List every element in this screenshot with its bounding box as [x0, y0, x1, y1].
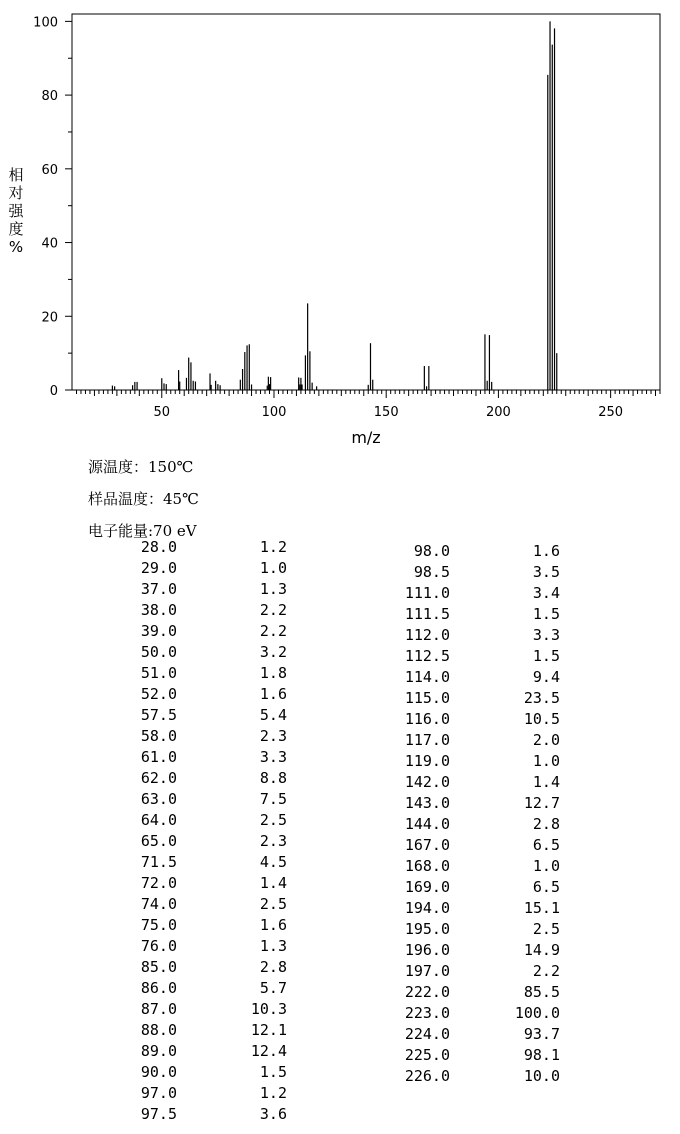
peak-row [112, 852, 287, 873]
peak-abundance: 1.8 [259, 664, 287, 682]
peak-mz: 76.0 [140, 937, 177, 955]
peak-mz: 225.0 [404, 1046, 450, 1064]
peak-mz: 51.0 [140, 664, 177, 682]
peak-mz: 75.0 [140, 916, 177, 934]
peak-mz: 88.0 [140, 1021, 177, 1039]
peak-mz: 142.0 [404, 773, 450, 791]
x-tick-label: 100 [261, 405, 287, 420]
peak-abundance: 12.7 [523, 794, 560, 812]
peak-mz: 197.0 [404, 962, 450, 980]
peak-abundance: 1.4 [532, 773, 560, 791]
peak-abundance: 7.5 [259, 790, 287, 808]
peak-mz: 116.0 [404, 710, 450, 728]
y-tick-label: 100 [33, 15, 58, 31]
peak-mz: 143.0 [404, 794, 450, 812]
peak-abundance: 10.0 [523, 1067, 560, 1085]
peak-abundance: 1.2 [259, 1084, 287, 1102]
peak-row [385, 625, 560, 646]
peak-row [112, 726, 287, 747]
peak-abundance: 1.6 [259, 916, 287, 934]
peak-row [112, 768, 287, 789]
peak-abundance: 1.4 [259, 874, 287, 892]
peak-abundance: 15.1 [523, 899, 560, 917]
peak-abundance: 9.4 [532, 668, 560, 686]
peak-mz: 87.0 [140, 1000, 177, 1018]
peak-row [385, 877, 560, 898]
peak-mz: 224.0 [404, 1025, 450, 1043]
peak-mz: 112.5 [404, 647, 450, 665]
y-axis-title [8, 166, 24, 256]
peak-mz: 86.0 [140, 979, 177, 997]
peak-mz: 57.5 [140, 706, 177, 724]
peak-row [112, 789, 287, 810]
y-axis-title-glyph: 相 [8, 166, 24, 184]
peak-row [385, 919, 560, 940]
peak-mz: 38.0 [140, 601, 177, 619]
peak-row [385, 541, 560, 562]
peak-abundance: 100.0 [514, 1004, 560, 1022]
peak-row [112, 1104, 287, 1125]
y-tick-label: 40 [41, 236, 58, 252]
peak-mz: 223.0 [404, 1004, 450, 1022]
peak-abundance: 6.5 [532, 878, 560, 896]
y-axis-title-glyph: 对 [8, 184, 24, 202]
x-axis-title: m/z [351, 428, 381, 447]
x-axis [76, 390, 660, 420]
peak-mz: 98.5 [413, 563, 450, 581]
peak-abundance: 10.3 [250, 1000, 287, 1018]
x-tick-label: 250 [598, 405, 624, 420]
peak-row [385, 730, 560, 751]
x-tick-label: 50 [153, 405, 171, 420]
peak-row [385, 961, 560, 982]
peak-mz: 89.0 [140, 1042, 177, 1060]
peak-row [385, 814, 560, 835]
peak-mz: 58.0 [140, 727, 177, 745]
peak-abundance: 8.8 [259, 769, 287, 787]
peak-row [112, 558, 287, 579]
peak-row [112, 936, 287, 957]
peak-row [385, 982, 560, 1003]
plot-frame [72, 14, 660, 390]
peak-row [112, 1083, 287, 1104]
peak-mz: 74.0 [140, 895, 177, 913]
peak-abundance: 98.1 [523, 1046, 560, 1064]
peak-abundance: 4.5 [259, 853, 287, 871]
peak-mz: 98.0 [413, 542, 450, 560]
peak-row [112, 1062, 287, 1083]
peak-mz: 90.0 [140, 1063, 177, 1081]
peak-row [385, 1024, 560, 1045]
peak-bars [112, 21, 556, 390]
condition-source-temperature: 源温度：150℃ [88, 458, 194, 476]
peak-row [385, 709, 560, 730]
peak-abundance: 3.2 [259, 643, 287, 661]
peak-table-left [112, 537, 287, 1125]
peak-abundance: 1.5 [259, 1063, 287, 1081]
peak-mz: 117.0 [404, 731, 450, 749]
peak-abundance: 2.2 [532, 962, 560, 980]
peak-mz: 111.0 [404, 584, 450, 602]
peak-abundance: 2.5 [532, 920, 560, 938]
peak-mz: 72.0 [140, 874, 177, 892]
peak-abundance: 1.5 [532, 647, 560, 665]
peak-mz: 50.0 [140, 643, 177, 661]
peak-mz: 119.0 [404, 752, 450, 770]
peak-row [112, 894, 287, 915]
peak-mz: 194.0 [404, 899, 450, 917]
peak-row [112, 705, 287, 726]
peak-mz: 64.0 [140, 811, 177, 829]
condition-electron-energy: 电子能量:70 eV [88, 522, 197, 540]
peak-abundance: 3.3 [259, 748, 287, 766]
peak-abundance: 23.5 [523, 689, 560, 707]
y-axis-title-glyph: 强 [8, 202, 24, 220]
peak-mz: 29.0 [140, 559, 177, 577]
peak-row [112, 663, 287, 684]
peak-mz: 62.0 [140, 769, 177, 787]
peak-abundance: 1.6 [532, 542, 560, 560]
peak-mz: 71.5 [140, 853, 177, 871]
peak-abundance: 3.5 [532, 563, 560, 581]
y-tick-label: 20 [41, 310, 58, 326]
peak-mz: 169.0 [404, 878, 450, 896]
peak-row [112, 873, 287, 894]
peak-row [112, 642, 287, 663]
peak-row [112, 747, 287, 768]
peak-row [112, 579, 287, 600]
peak-row [385, 646, 560, 667]
peak-mz: 112.0 [404, 626, 450, 644]
peak-row [112, 684, 287, 705]
peak-abundance: 2.0 [532, 731, 560, 749]
peak-mz: 196.0 [404, 941, 450, 959]
peak-abundance: 3.6 [259, 1105, 287, 1123]
peak-mz: 61.0 [140, 748, 177, 766]
y-axis [33, 15, 72, 399]
peak-abundance: 12.1 [250, 1021, 287, 1039]
peak-abundance: 5.7 [259, 979, 287, 997]
peak-row [385, 835, 560, 856]
peak-abundance: 6.5 [532, 836, 560, 854]
peak-abundance: 2.5 [259, 895, 287, 913]
peak-abundance: 1.3 [259, 937, 287, 955]
peak-abundance: 14.9 [523, 941, 560, 959]
condition-sample-temperature: 样品温度：45℃ [88, 490, 199, 508]
peak-row [385, 583, 560, 604]
peak-row [385, 1045, 560, 1066]
peak-mz: 222.0 [404, 983, 450, 1001]
peak-abundance: 10.5 [523, 710, 560, 728]
peak-row [385, 940, 560, 961]
peak-abundance: 1.6 [259, 685, 287, 703]
peak-row [385, 772, 560, 793]
peak-mz: 97.5 [140, 1105, 177, 1123]
peak-row [385, 604, 560, 625]
peak-mz: 111.5 [404, 605, 450, 623]
x-tick-label: 200 [485, 405, 511, 420]
peak-mz: 114.0 [404, 668, 450, 686]
peak-abundance: 3.4 [532, 584, 560, 602]
peak-abundance: 2.5 [259, 811, 287, 829]
peak-abundance: 2.2 [259, 622, 287, 640]
peak-row [112, 537, 287, 558]
peak-row [112, 957, 287, 978]
y-tick-label: 0 [49, 384, 58, 399]
peak-row [112, 600, 287, 621]
peak-row [112, 810, 287, 831]
peak-abundance: 1.2 [259, 538, 287, 556]
peak-abundance: 2.8 [532, 815, 560, 833]
peak-row [112, 621, 287, 642]
peak-abundance: 3.3 [532, 626, 560, 644]
peak-row [385, 898, 560, 919]
peak-abundance: 1.0 [532, 857, 560, 875]
peak-row [385, 751, 560, 772]
y-axis-title-glyph: % [8, 238, 24, 256]
y-tick-label: 60 [41, 162, 58, 178]
peak-abundance: 2.8 [259, 958, 287, 976]
y-tick-label: 80 [41, 89, 58, 105]
peak-table-right [385, 541, 560, 1087]
peak-row [385, 1003, 560, 1024]
peak-abundance: 2.2 [259, 601, 287, 619]
peak-row [385, 856, 560, 877]
peak-mz: 85.0 [140, 958, 177, 976]
peak-mz: 52.0 [140, 685, 177, 703]
peak-row [112, 978, 287, 999]
peak-row [385, 1066, 560, 1087]
peak-abundance: 2.3 [259, 832, 287, 850]
peak-row [112, 1041, 287, 1062]
peak-abundance: 85.5 [523, 983, 560, 1001]
peak-mz: 226.0 [404, 1067, 450, 1085]
peak-abundance: 93.7 [523, 1025, 560, 1043]
peak-mz: 144.0 [404, 815, 450, 833]
peak-abundance: 5.4 [259, 706, 287, 724]
peak-abundance: 2.3 [259, 727, 287, 745]
peak-mz: 37.0 [140, 580, 177, 598]
peak-mz: 195.0 [404, 920, 450, 938]
peak-abundance: 12.4 [250, 1042, 287, 1060]
peak-abundance: 1.0 [532, 752, 560, 770]
peak-mz: 168.0 [404, 857, 450, 875]
peak-row [385, 562, 560, 583]
y-axis-title-glyph: 度 [8, 220, 24, 238]
peak-row [385, 688, 560, 709]
peak-mz: 167.0 [404, 836, 450, 854]
peak-abundance: 1.5 [532, 605, 560, 623]
peak-row [112, 1020, 287, 1041]
x-tick-label: 150 [373, 405, 399, 420]
peak-row [385, 793, 560, 814]
peak-row [112, 831, 287, 852]
mass-spectrum-chart [0, 0, 680, 450]
peak-mz: 39.0 [140, 622, 177, 640]
peak-mz: 115.0 [404, 689, 450, 707]
peak-mz: 97.0 [140, 1084, 177, 1102]
peak-abundance: 1.0 [259, 559, 287, 577]
peak-row [112, 999, 287, 1020]
peak-mz: 65.0 [140, 832, 177, 850]
peak-mz: 63.0 [140, 790, 177, 808]
peak-mz: 28.0 [140, 538, 177, 556]
peak-row [385, 667, 560, 688]
peak-row [112, 915, 287, 936]
peak-abundance: 1.3 [259, 580, 287, 598]
